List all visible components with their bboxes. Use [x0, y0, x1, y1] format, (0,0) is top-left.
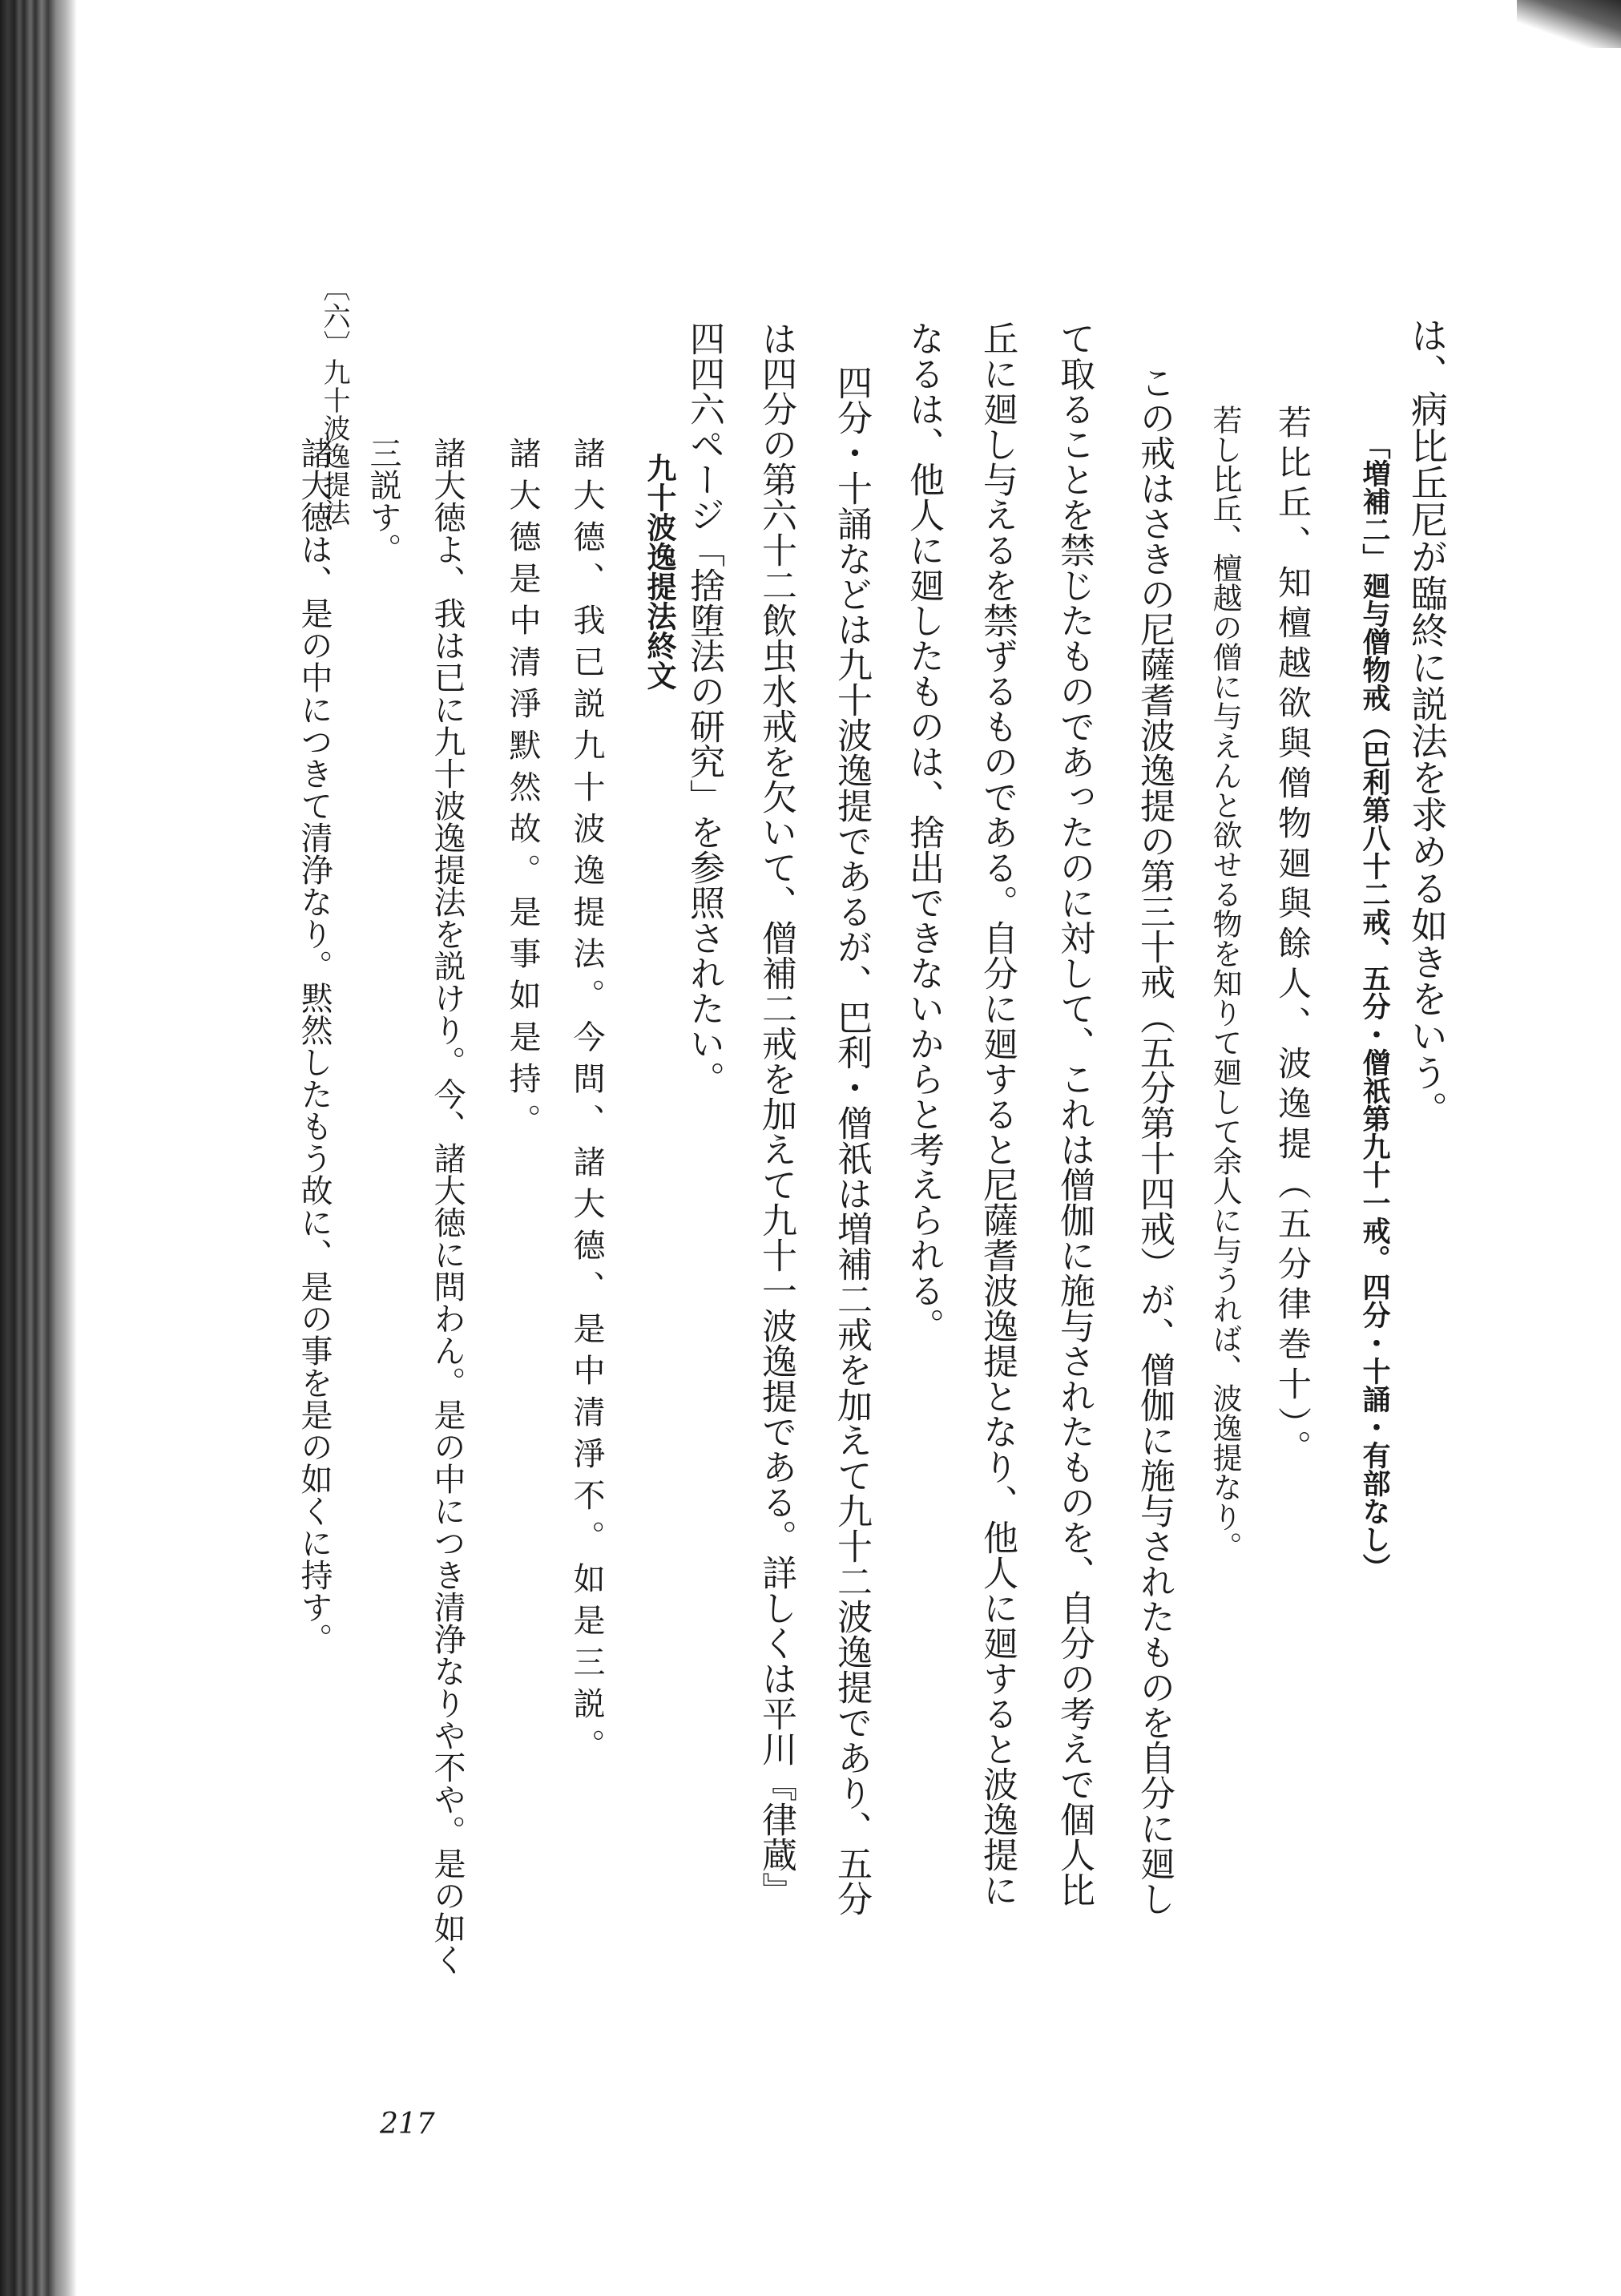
subsection-title: 九十波逸提法終文 [642, 453, 677, 690]
page-binding-edge [0, 0, 77, 2296]
text-column-14: 諸大德是中清淨默然故。是事如是持。 [504, 437, 541, 1145]
text-column-8: なるは、他人に廻したものは、捨出できないからと考えられる。 [903, 321, 944, 1343]
text-column-10: は四分の第六十二飲虫水戒を欠いて、僧補二戒を加えて九十一波逸提である。詳しくは平川『律蔵』 [756, 321, 796, 1907]
text-column-6: て取ることを禁じたものであったのに対して、これは僧伽に施与されたものを、自分の考えで個人比 [1054, 321, 1095, 1907]
text-column-13: 諸大德、我已説九十波逸提法。今問、諸大德、是中清淨不。如是三説。 [568, 437, 605, 1770]
text-column-5: この戒はさきの尼薩耆波逸提の第三十戒（五分第十四戒）が、僧伽に施与されたものを自分に廻し [1134, 365, 1175, 1916]
section-title: 九十波逸提法 [318, 358, 350, 527]
text-column-1: は、病比丘尼が臨終に説法を求める如きをいう。 [1405, 317, 1449, 1128]
page-number: 217 [380, 2108, 435, 2141]
text-column-9: 四分・十誦などは九十波逸提であるが、巴利・僧祇は増補二戒を加えて九十二波逸提であり、五分 [831, 365, 872, 1916]
text-column-4: 若し比丘、檀越の僧に与えんと欲せる物を知りて廻して余人に与うれば、波逸提なり。 [1208, 405, 1242, 1561]
section-label: 〔六〕 [318, 274, 350, 358]
page-corner-shadow [1517, 0, 1621, 48]
text-column-7: 丘に廻し与えるを禁ずるものである。自分に廻すると尼薩耆波逸提となり、他人に廻すると波逸提に [977, 321, 1018, 1907]
text-column-3: 若比丘、知檀越欲與僧物廻與餘人、波逸提（五分律巻十）。 [1273, 405, 1313, 1470]
text-column-16: 三説す。 [365, 437, 401, 565]
text-column-15: 諸大徳よ、我は已に九十波逸提法を説けり。今、諸大徳に問わん。是の中につき清浄なりや不や。是の如く [429, 437, 466, 1975]
text-column-17: 諸大徳は、是の中につきて清浄なり。黙然したもう故に、是の事を是の如くに持す。 [296, 437, 333, 1655]
subheading-column: 「増補二」廻与僧物戒（巴利第八十二戒、五分・僧祇第九十一戒。四分・十誦・有部なし） [1358, 431, 1391, 1581]
text-column-11: 四四六ページ「捨堕法の研究」を参照されたい。 [683, 321, 724, 1096]
